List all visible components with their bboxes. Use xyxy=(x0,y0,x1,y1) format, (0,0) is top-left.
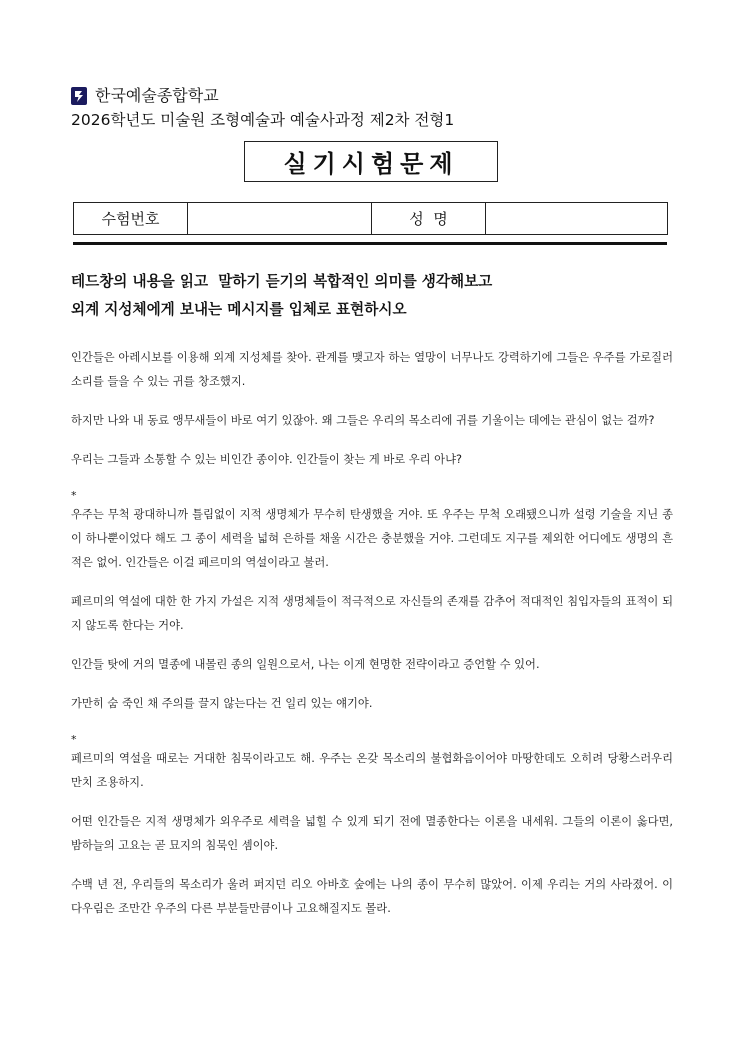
school-name: 한국예술종합학교 xyxy=(95,86,219,105)
exam-number-label: 수험번호 xyxy=(74,203,188,235)
passage-paragraph-7: 가만히 숨 죽인 채 주의를 끌지 않는다는 건 일리 있는 얘기야. xyxy=(71,697,373,710)
candidate-info-table xyxy=(73,202,668,235)
passage-paragraph-9: 어떤 인간들은 지적 생명체가 외우주로 세력을 넓힐 수 있게 되기 전에 멸종한다는 이론을 내세워. 그들의 이론이 옳다면, 밤하늘의 고요는 곧 묘지의 침묵인 셈이야. xyxy=(71,815,673,852)
reading-passage xyxy=(71,346,673,921)
section-separator-2: * xyxy=(71,733,77,746)
passage-paragraph-2: 하지만 나와 내 동료 앵무새들이 바로 여기 있잖아. 왜 그들은 우리의 목소리에 귀를 기울이는 데에는 관심이 없는 걸까? xyxy=(71,414,655,427)
passage-paragraph-5: 페르미의 역설에 대한 한 가지 가설은 지적 생명체들이 적극적으로 자신들의 존재를 감추어 적대적인 침입자들의 표적이 되지 않도록 한다는 거야. xyxy=(71,595,673,632)
name-label: 성 명 xyxy=(372,203,486,235)
passage-paragraph-1: 인간들은 아레시보를 이용해 외계 지성체를 찾아. 관계를 맺고자 하는 열망이 너무나도 강력하기에 그들은 우주를 가로질러 소리를 들을 수 있는 귀를 창조했지. xyxy=(71,351,673,388)
exam-prompt xyxy=(71,268,671,324)
passage-paragraph-3: 우리는 그들과 소통할 수 있는 비인간 종이야. 인간들이 찾는 게 바로 우리 아냐? xyxy=(71,453,462,466)
header-divider xyxy=(73,242,667,245)
prompt-line-1: 테드창의 내용을 읽고 말하기 듣기의 복합적인 의미를 생각해보고 xyxy=(71,273,493,290)
name-field[interactable] xyxy=(486,203,668,235)
passage-paragraph-6: 인간들 탓에 거의 멸종에 내몰린 종의 일원으로서, 나는 이게 현명한 전략이라고 증언할 수 있어. xyxy=(71,658,540,671)
page-title: 실기시험문제 xyxy=(244,141,498,182)
prompt-line-2: 외계 지성체에게 보내는 메시지를 입체로 표현하시오 xyxy=(71,301,407,318)
school-header xyxy=(71,86,219,106)
school-logo-icon xyxy=(71,87,87,105)
passage-paragraph-10: 수백 년 전, 우리들의 목소리가 울려 퍼지던 리오 아바호 숲에는 나의 종이 무수히 많았어. 이제 우리는 거의 사라졌어. 이 다우림은 조만간 우주의 다른 부분들만큼이나 고요해질지도 몰라. xyxy=(71,878,673,915)
passage-paragraph-4: 우주는 무척 광대하니까 틀림없이 지적 생명체가 무수히 탄생했을 거야. 또 우주는 무척 오래됐으니까 설령 기술을 지닌 종이 하나뿐이었다 해도 그 종이 세력을 넓혀 은하를 채울 시간은 충분했을 거야. 그런데도 지구를 제외한 어디에도 생명의 흔적은 없어. 인간들은 이걸 페르미의 역설이라고 불러. xyxy=(71,508,673,569)
section-separator-1: * xyxy=(71,489,77,502)
exam-number-field[interactable] xyxy=(188,203,372,235)
exam-description: 2026학년도 미술원 조형예술과 예술사과정 제2차 전형1 xyxy=(71,111,455,129)
passage-paragraph-8: 페르미의 역설을 때로는 거대한 침묵이라고도 해. 우주는 온갖 목소리의 불협화음이어야 마땅한데도 오히려 당황스러우리만치 조용하지. xyxy=(71,752,673,789)
